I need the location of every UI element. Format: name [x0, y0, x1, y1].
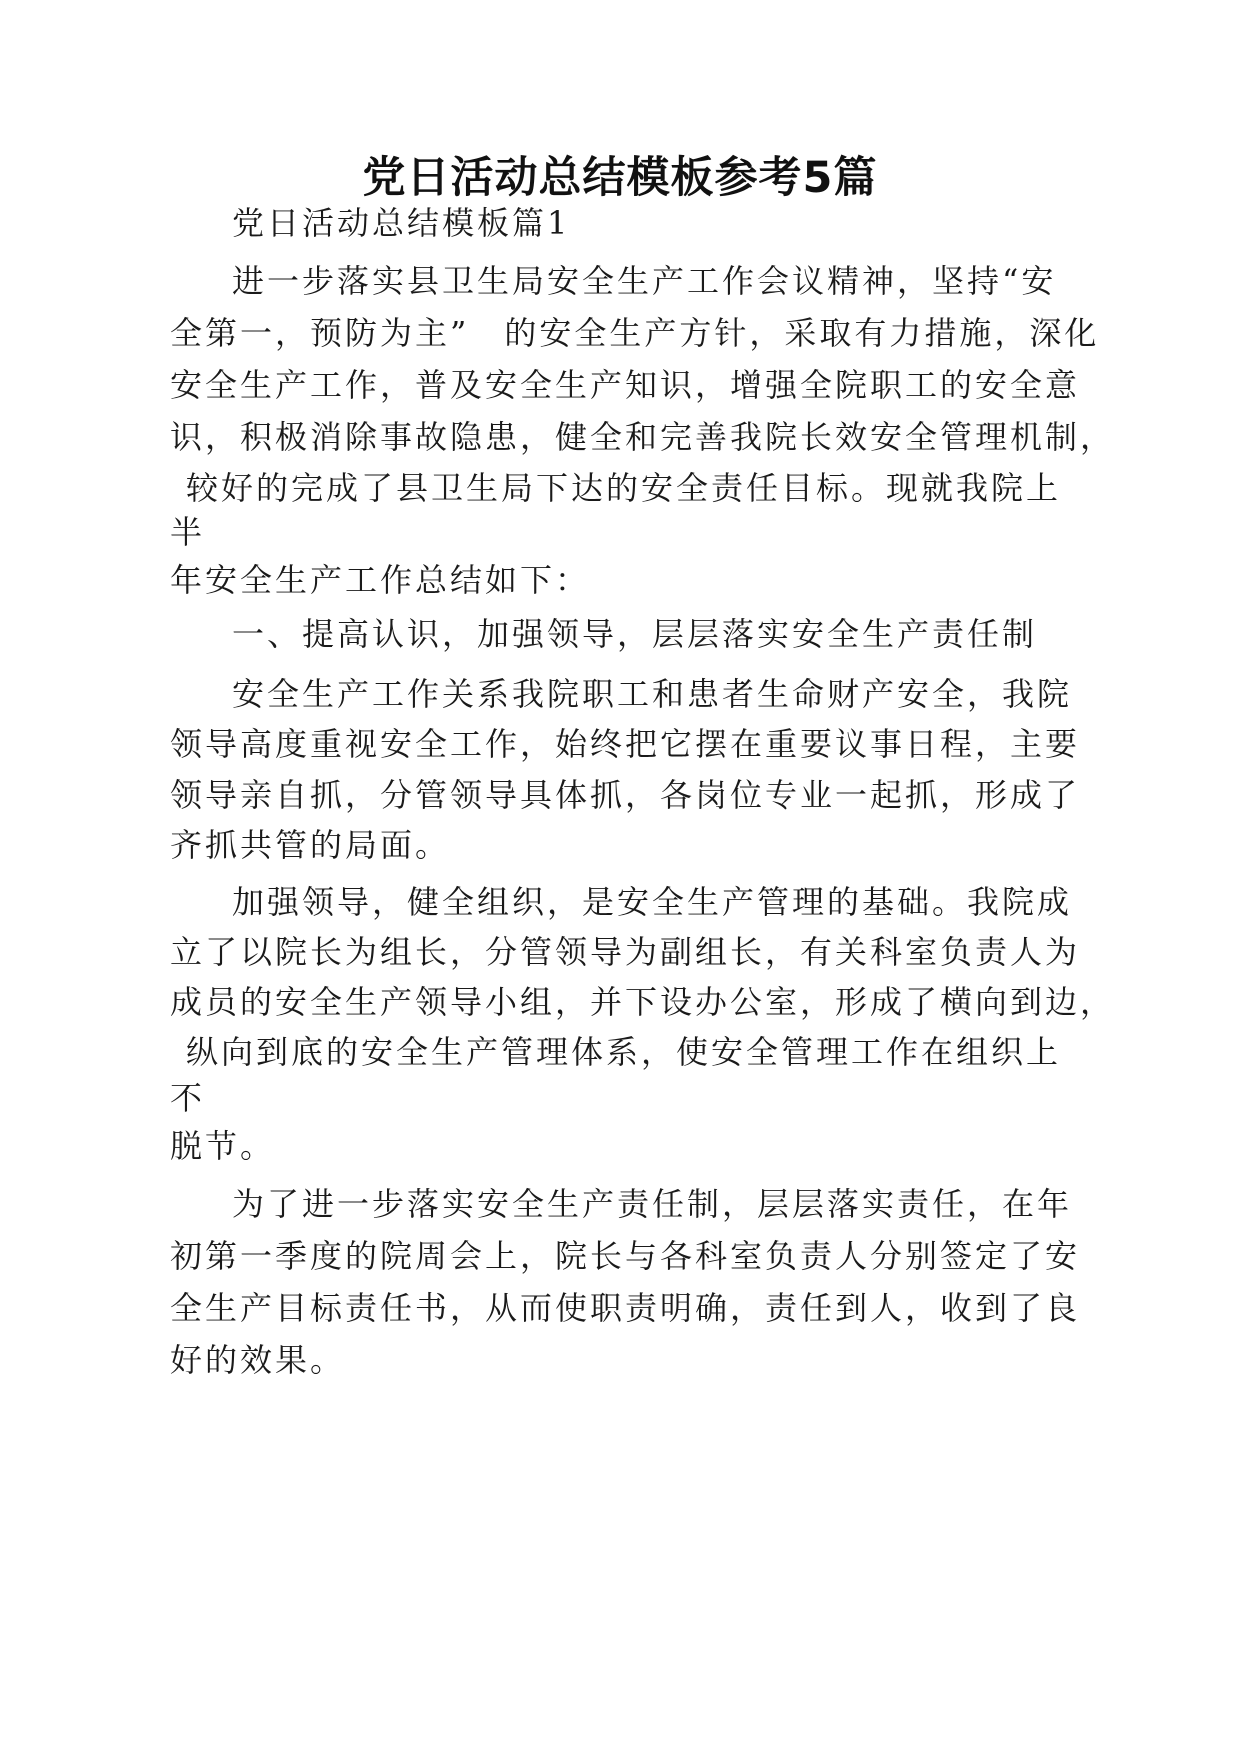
- document-title: 党日活动总结模板参考5篇: [362, 153, 878, 203]
- text-line: 初第一季度的院周会上，院长与各科室负责人分别签定了安: [170, 1237, 1081, 1275]
- text-line: 脱节。: [170, 1127, 276, 1165]
- text-line: 齐抓共管的局面。: [170, 826, 451, 864]
- text-line: 全第一，预防为主” 的安全生产方针，采取有力措施，深化: [170, 314, 1100, 352]
- text-line: 识，积极消除事故隐患，健全和完善我院长效安全管理机制，: [170, 418, 1116, 456]
- text-line: 年安全生产工作总结如下：: [170, 561, 591, 599]
- text-line: 较好的完成了县卫生局下达的安全责任目标。现就我院上: [186, 469, 1062, 507]
- text-line: 不: [170, 1079, 206, 1117]
- text-line: 成员的安全生产领导小组，并下设办公室，形成了横向到边，: [170, 983, 1116, 1021]
- text-line: 为了进一步落实安全生产责任制，层层落实责任，在年: [232, 1185, 1073, 1223]
- section-heading: 一、提高认识，加强领导，层层落实安全生产责任制: [232, 615, 1038, 653]
- text-line: 安全生产工作关系我院职工和患者生命财产安全，我院: [232, 675, 1073, 713]
- text-line: 领导高度重视安全工作，始终把它摆在重要议事日程，主要: [170, 725, 1081, 763]
- text-line: 加强领导，健全组织，是安全生产管理的基础。我院成: [232, 883, 1073, 921]
- text-line: 全生产目标责任书，从而使职责明确，责任到人，收到了良: [170, 1289, 1081, 1327]
- text-line: 纵向到底的安全生产管理体系，使安全管理工作在组织上: [186, 1033, 1062, 1071]
- subheading: 党日活动总结模板篇1: [232, 204, 571, 242]
- text-line: 进一步落实县卫生局安全生产工作会议精神，坚持“安: [232, 262, 1057, 300]
- text-line: 立了以院长为组长，分管领导为副组长，有关科室负责人为: [170, 933, 1081, 971]
- text-line: 安全生产工作，普及安全生产知识，增强全院职工的安全意: [170, 366, 1081, 404]
- text-line: 领导亲自抓，分管领导具体抓，各岗位专业一起抓，形成了: [170, 776, 1081, 814]
- text-line: 半: [170, 513, 206, 551]
- text-line: 好的效果。: [170, 1341, 346, 1379]
